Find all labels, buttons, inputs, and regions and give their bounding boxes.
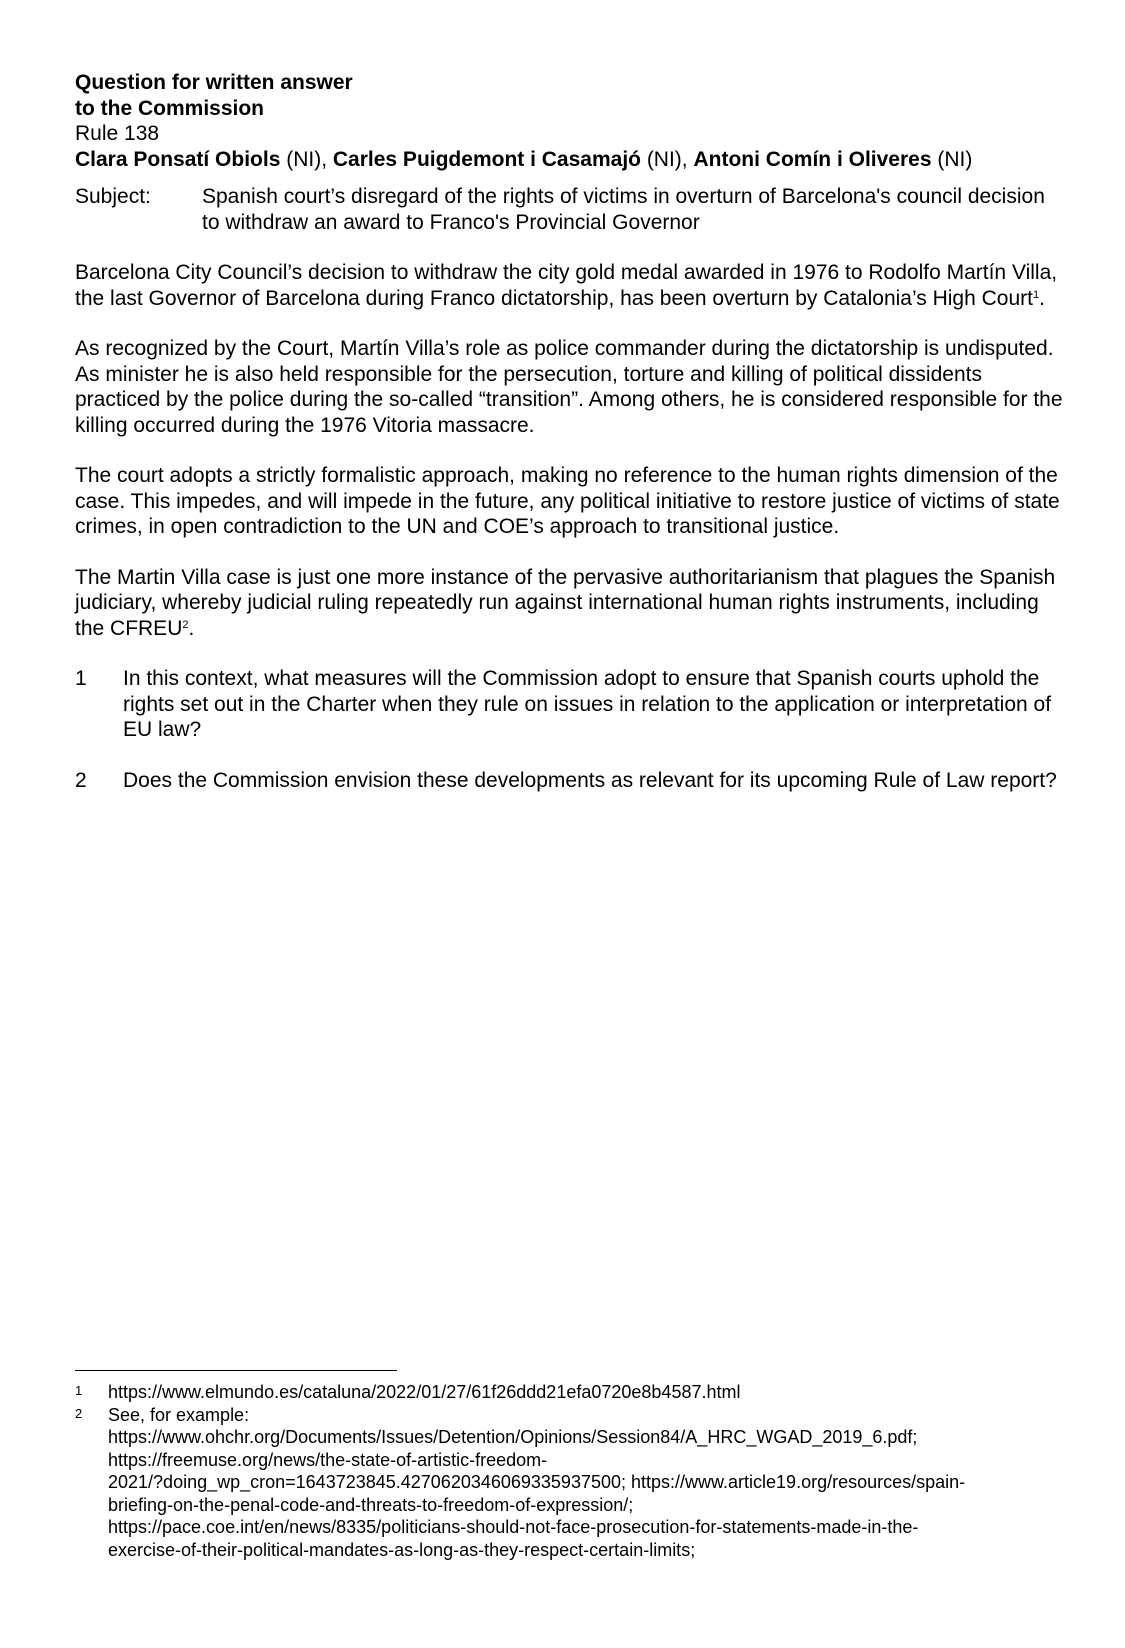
- footnote-link[interactable]: briefing-on-the-penal-code-and-threats-to-freedom-of-expression/;: [108, 1494, 634, 1515]
- author-group: (NI),: [640, 147, 694, 171]
- document-header: [75, 70, 1065, 172]
- footnote-link[interactable]: https://freemuse.org/news/the-state-of-artistic-freedom-: [108, 1449, 548, 1470]
- footnote-number: 2: [75, 1405, 83, 1421]
- question-number: 1: [75, 667, 87, 690]
- question-text: Does the Commission envision these developments as relevant for its upcoming Rule of Law report?: [123, 768, 1057, 792]
- author-name: Clara Ponsatí Obiols: [75, 147, 281, 171]
- footnotes: [75, 1381, 1065, 1561]
- footnote-reference[interactable]: 2: [182, 618, 189, 631]
- author-group: (NI),: [280, 147, 333, 171]
- paragraph-text: The Martin Villa case is just one more instance of the pervasive authoritarianism that plagues the Spanish judiciary, whereby judicial ruling repeatedly run against international human rights instruments, including the CFREU: [75, 565, 1056, 640]
- footnote-link[interactable]: 2021/?doing_wp_cron=1643723845.4270620346069335937500; https://www.article19.org/resources/spain-: [108, 1472, 966, 1492]
- paragraph-end: .: [188, 616, 195, 640]
- author-list: [75, 147, 1065, 173]
- subject-row: [75, 184, 1065, 235]
- document-title-line-1: Question for written answer: [75, 71, 353, 94]
- footnote-line: See, for example:: [108, 1404, 250, 1425]
- footnote-separator: [75, 1370, 397, 1371]
- author-name: Carles Puigdemont i Casamajó: [332, 147, 641, 171]
- subject-text: Spanish court’s disregard of the rights of victims in overturn of Barcelona's council decision to withdraw an award to Franco's Provincial Governor: [202, 185, 1045, 234]
- footnote-item: [75, 1404, 1065, 1562]
- question-text: In this context, what measures will the Commission adopt to ensure that Spanish courts uphold the rights set out in the Charter when they rule on issues in relation to the application or interpretation of EU law?: [123, 667, 1052, 741]
- rule-number: Rule 138: [75, 122, 160, 145]
- body-paragraph-3: The court adopts a strictly formalistic approach, making no reference to the human rights dimension of the case. This impedes, and will impede in the future, any political initiative to restore justice of victims of state crimes, in open contradiction to the UN and COE’s approach to transitional justice.: [75, 464, 1060, 538]
- footnote-link[interactable]: https://www.ohchr.org/Documents/Issues/Detention/Opinions/Session84/A_HRC_WGAD_2019_6.pdf;: [108, 1427, 918, 1447]
- footnote-link[interactable]: https://pace.coe.int/en/news/8335/politicians-should-not-face-prosecution-for-statements-made-in-the-: [108, 1517, 919, 1537]
- document-page: [75, 70, 1065, 793]
- footnote-link[interactable]: exercise-of-their-political-mandates-as-long-as-they-respect-certain-limits;: [108, 1539, 696, 1560]
- footnote-text: [108, 1381, 1065, 1404]
- footnote-text: [108, 1404, 1065, 1562]
- paragraph-text: Barcelona City Council’s decision to withdraw the city gold medal awarded in 1976 to Rodolfo Martín Villa, the last Governor of Barcelona during Franco dictatorship, has been overturn by Catalonia’s High Court: [75, 261, 1058, 310]
- paragraph-end: .: [1039, 286, 1045, 310]
- author-group: (NI): [931, 147, 973, 171]
- question-number: 2: [75, 768, 87, 792]
- question-item: [75, 666, 1065, 743]
- body-paragraph-2: As recognized by the Court, Martín Villa’s role as police commander during the dictatorship is undisputed. As minister he is also held responsible for the persecution, torture and killing of political dissidents practiced by the police during the so-called “transition”. Among others, he is considered responsible for the killing occurred during the 1976 Vitoria massacre.: [75, 337, 1063, 437]
- footnote-link[interactable]: https://www.elmundo.es/cataluna/2022/01/27/61f26ddd21efa0720e8b4587.html: [108, 1382, 741, 1402]
- body-paragraph-4: [75, 565, 1065, 642]
- subject-label: Subject:: [75, 185, 151, 208]
- footnote-number: 1: [75, 1383, 83, 1398]
- footnote-reference[interactable]: 1: [1032, 288, 1040, 301]
- footnote-item: [75, 1381, 1065, 1404]
- question-item: [75, 768, 1065, 794]
- author-name: Antoni Comín i Oliveres: [693, 147, 932, 171]
- body-paragraph-1: [75, 260, 1065, 311]
- document-title-line-2: to the Commission: [75, 96, 265, 120]
